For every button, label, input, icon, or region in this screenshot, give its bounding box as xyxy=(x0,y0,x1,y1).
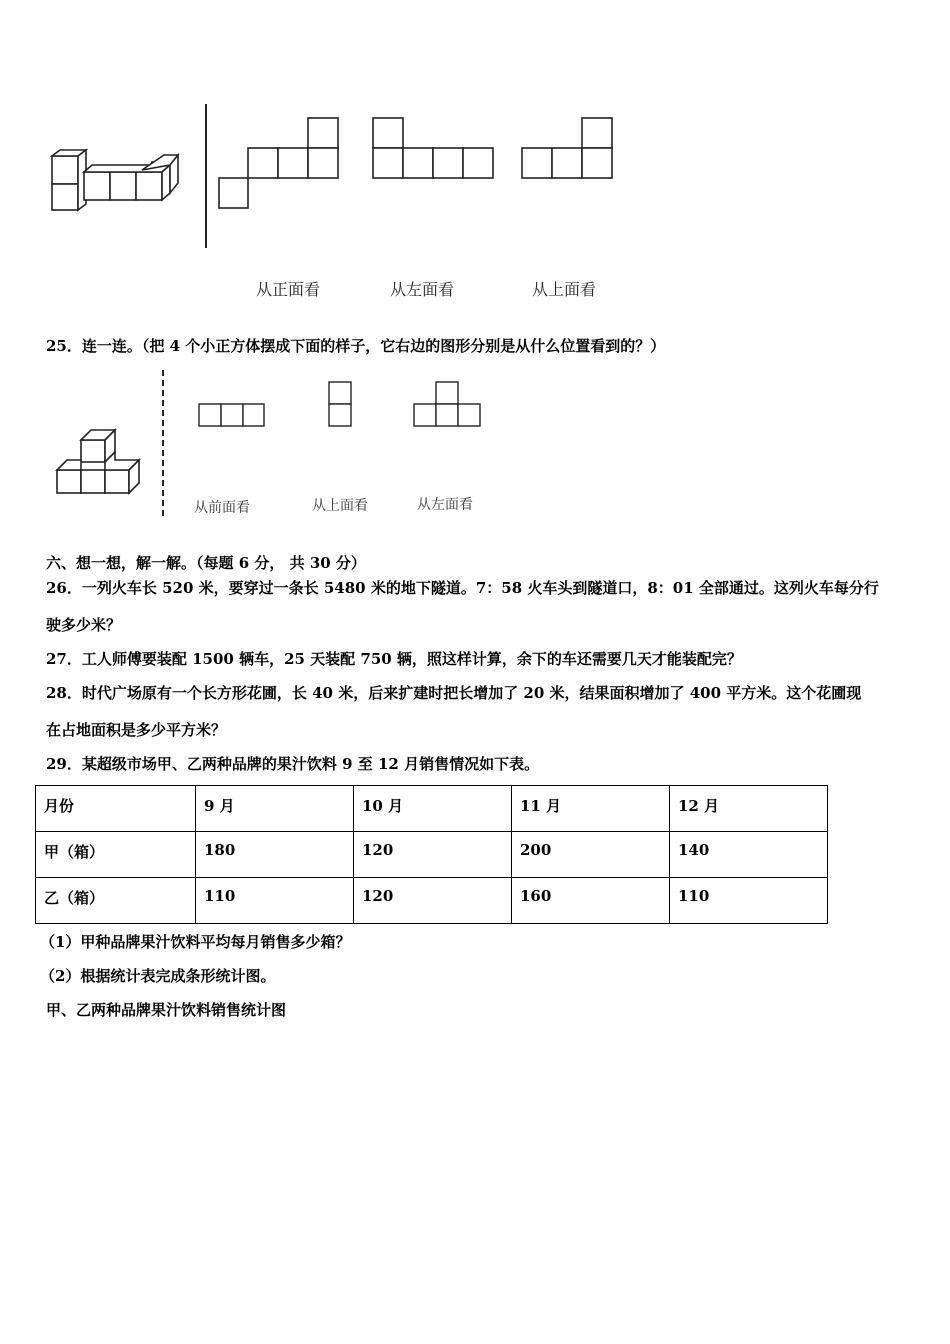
question-29-sub2: （2）根据统计表完成条形统计图。 xyxy=(40,967,276,985)
q25-label-top: 从上面看 xyxy=(312,498,368,514)
label-top-view: 从上面看 xyxy=(532,280,597,299)
question-29: 29．某超级市场甲、乙两种品牌的果汁饮料 9 至 12 月销售情况如下表。 xyxy=(46,755,540,773)
table-cell: 160 xyxy=(512,878,670,924)
q25-top-view-grid xyxy=(328,381,353,428)
cube-stack-figure-1 xyxy=(46,148,186,214)
q25-label-front: 从前面看 xyxy=(194,500,250,516)
label-front-view: 从正面看 xyxy=(256,280,321,299)
section-6-heading: 六、想一想，解一解。（每题 6 分， 共 30 分） xyxy=(46,554,366,572)
table-cell: 月份 xyxy=(36,786,196,832)
sales-table xyxy=(35,785,828,924)
table-cell: 乙（箱） xyxy=(36,878,196,924)
question-26-line1: 26．一列火车长 520 米，要穿过一条长 5480 米的地下隧道。7：58 火车头到隧道口，8：01 全部通过。这列火车每分行 xyxy=(46,579,879,597)
label-left-view: 从左面看 xyxy=(390,280,455,299)
question-27: 27．工人师傅要装配 1500 辆车，25 天装配 750 辆，照这样计算，余下的车还需要几天才能装配完？ xyxy=(46,650,742,668)
chart-title: 甲、乙两种品牌果汁饮料销售统计图 xyxy=(46,1001,287,1019)
table-cell: 140 xyxy=(670,832,828,878)
table-cell: 110 xyxy=(670,878,828,924)
question-29-sub1: （1）甲种品牌果汁饮料平均每月销售多少箱？ xyxy=(40,933,351,951)
dashed-divider xyxy=(160,370,166,516)
question-28-line2: 在占地面积是多少平方米？ xyxy=(46,721,227,739)
table-cell: 9 月 xyxy=(196,786,354,832)
front-view-grid xyxy=(218,117,340,210)
q25-left-view-grid xyxy=(413,381,482,428)
left-view-grid xyxy=(372,117,496,180)
top-view-grid xyxy=(521,117,615,180)
q25-label-left: 从左面看 xyxy=(417,497,473,513)
table-cell: 120 xyxy=(354,832,512,878)
question-25: 25．连一连。（把 4 个小正方体摆成下面的样子，它右边的图形分别是从什么位置看到的？） xyxy=(46,337,666,355)
table-row xyxy=(36,878,828,924)
table-row xyxy=(36,832,828,878)
table-cell: 200 xyxy=(512,832,670,878)
divider-line xyxy=(204,104,208,248)
table-cell: 11 月 xyxy=(512,786,670,832)
table-cell: 120 xyxy=(354,878,512,924)
question-26-line2: 驶多少米？ xyxy=(46,616,122,634)
table-cell: 12 月 xyxy=(670,786,828,832)
table-cell: 10 月 xyxy=(354,786,512,832)
cube-stack-figure-2 xyxy=(52,426,148,496)
table-header-row xyxy=(36,786,828,832)
question-28-line1: 28．时代广场原有一个长方形花圃，长 40 米，后来扩建时把长增加了 20 米，结果面积增加了 400 平方米。这个花圃现 xyxy=(46,684,862,702)
q25-front-view-grid xyxy=(198,403,266,428)
table-cell: 甲（箱） xyxy=(36,832,196,878)
table-cell: 180 xyxy=(196,832,354,878)
table-cell: 110 xyxy=(196,878,354,924)
